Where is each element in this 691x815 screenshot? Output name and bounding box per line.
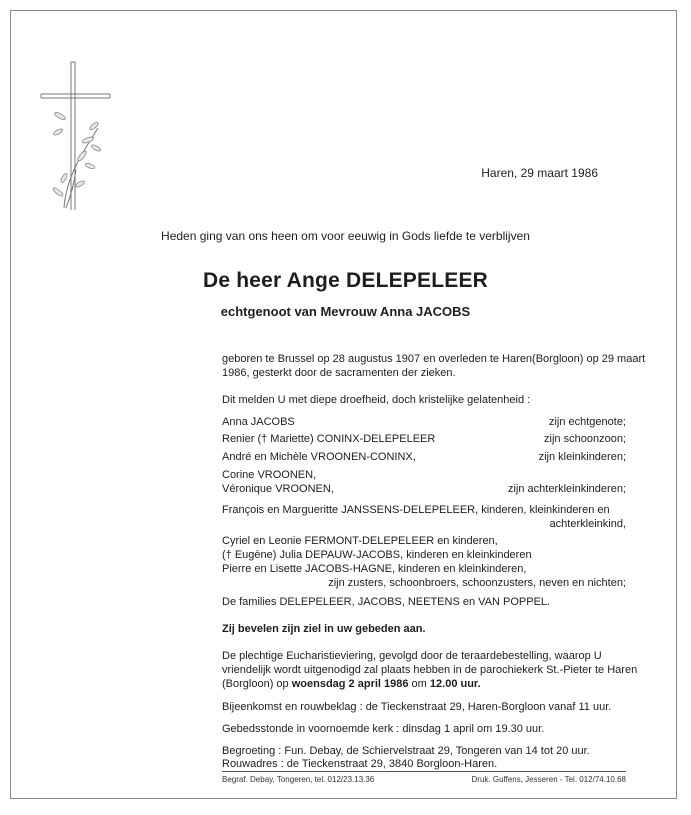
mass-line-2: vriendelijk wordt uitgenodigd zal plaats hebben in de parochiekerk St.-Pieter te Haren — [222, 664, 638, 676]
mass-mid: om — [408, 678, 430, 690]
family-relation: zijn kleinkinderen; — [538, 451, 626, 463]
families-line: De families DELEPELEER, JACOBS, NEETENS en VAN POPPEL. — [222, 596, 551, 608]
prayer-line: Zij bevelen zijn ziel in uw gebeden aan. — [222, 623, 426, 635]
announcement: Dit melden U met diepe droefheid, doch kristelijke gelatenheid : — [222, 394, 531, 406]
family-row — [222, 468, 626, 482]
family-row — [222, 517, 626, 531]
family-relation: zijn achterkleinkinderen; — [507, 483, 626, 495]
family-row — [222, 432, 626, 446]
family-row — [222, 534, 626, 548]
family-relation: achterkleinkind, — [549, 518, 626, 530]
date-place: Haren, 29 maart 1986 — [481, 166, 598, 180]
family-name: Véronique VROONEN, — [222, 483, 334, 495]
mass-day: woensdag 2 april 1986 — [291, 678, 409, 690]
family-row — [222, 482, 626, 496]
mass-prefix: (Borgloon) op — [222, 678, 292, 690]
family-name: Renier († Mariette) CONINX-DELEPELEER — [222, 433, 436, 445]
birth-line-2: 1986, gesterkt door de sacramenten der zieken. — [222, 367, 456, 379]
family-relation: zijn zusters, schoonbroers, schoonzusters, neven en nichten; — [328, 577, 626, 589]
meeting-line: Bijeenkomst en rouwbeklag : de Tieckenstraat 29, Haren-Borgloon vanaf 11 uur. — [222, 701, 612, 713]
intro-text: Heden ging van ons heen om voor eeuwig in Gods liefde te verblijven — [161, 229, 530, 243]
family-name: François en Margueritte JANSSENS-DELEPELEER, kinderen, kleinkinderen en — [222, 504, 610, 516]
family-relation: zijn echtgenote; — [548, 416, 626, 428]
family-name: André en Michèle VROONEN-CONINX, — [222, 451, 416, 463]
family-relation: zijn schoonzoon; — [544, 433, 626, 445]
family-row — [222, 450, 626, 464]
family-row — [222, 576, 626, 590]
spouse-line: echtgenoot van Mevrouw Anna JACOBS — [220, 304, 471, 319]
family-row — [222, 562, 626, 576]
family-name: Corine VROONEN, — [222, 469, 317, 481]
funeral-home-line: Begroeting : Fun. Debay, de Schiervelstraat 29, Tongeren van 14 tot 20 uur. — [222, 745, 590, 757]
deceased-name: De heer Ange DELEPELEER — [202, 269, 489, 292]
cross-icon — [36, 58, 116, 218]
family-name: Anna JACOBS — [222, 416, 295, 428]
mass-line-1: De plechtige Eucharistieviering, gevolgd door de teraardebestelling, waarop U — [222, 650, 602, 662]
vigil-line: Gebedsstonde in voornoemde kerk : dinsdag 1 april om 19.30 uur. — [222, 723, 545, 735]
family-name: Pierre en Lisette JACOBS-HAGNE, kinderen en kleinkinderen, — [222, 563, 527, 575]
mass-time: 12.00 uur. — [429, 678, 481, 690]
footer-undertaker: Begraf. Debay, Tongeren, tel. 012/23.13.36 — [222, 775, 375, 784]
birth-line-1: geboren te Brussel op 28 augustus 1907 en overleden te Haren(Borgloon) op 29 maart — [222, 353, 646, 365]
footer-printer: Druk. Guffens, Jesseren - Tel. 012/74.10.68 — [471, 775, 626, 784]
family-row — [222, 415, 626, 429]
address-line: Rouwadres : de Tieckenstraat 29, 3840 Borgloon-Haren. — [222, 758, 498, 770]
family-row — [222, 503, 626, 517]
family-name: Cyriel en Leonie FERMONT-DELEPELEER en kinderen, — [222, 535, 498, 547]
mass-line-3 — [222, 677, 626, 691]
family-name: († Eugène) Julia DEPAUW-JACOBS, kinderen en kleinkinderen — [222, 549, 532, 561]
family-row — [222, 548, 626, 562]
footer-divider — [222, 771, 626, 772]
